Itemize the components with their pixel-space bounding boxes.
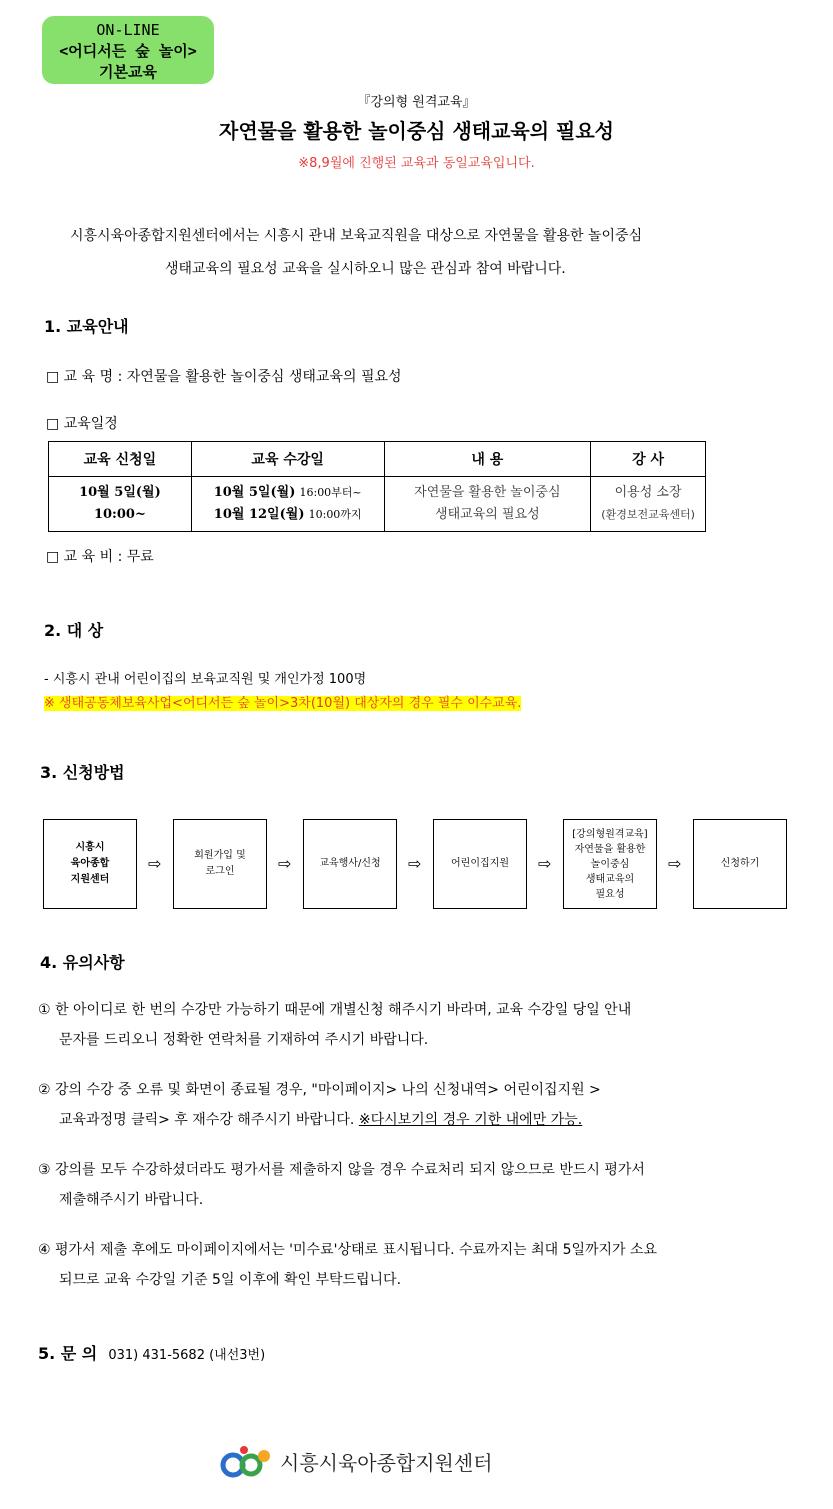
- course-badge: [42, 16, 214, 84]
- schedule-label: □ 교육일정: [46, 416, 118, 432]
- note-text: ② 강의 수강 중 오류 및 화면이 종료될 경우, "마이페이지> 나의 신청내역> 어린이집지원 >: [38, 1082, 601, 1098]
- instructor-cell: [591, 477, 706, 532]
- note-text: 문자를 드리오니 정확한 연락처를 기재하여 주시기 바랍니다.: [59, 1032, 429, 1048]
- flow-step-text: 육아종합: [70, 858, 110, 869]
- note-2: [38, 1075, 601, 1135]
- footer-org-name: 시흥시육아종합지원센터: [280, 1450, 493, 1475]
- col-apply-date: 교육 신청일: [49, 442, 192, 477]
- flow-step-3: [303, 819, 397, 909]
- class-date-2: 10월 12일(월): [213, 507, 305, 522]
- target-audience: - 시흥시 관내 어린이집의 보육교직원 및 개인가정 100명: [44, 672, 367, 687]
- section-1-heading: 1. 교육안내: [44, 317, 129, 336]
- apply-cell: [49, 477, 192, 532]
- flow-step-text: 교육행사/신청: [319, 858, 381, 869]
- arrow-right-icon: ⇨: [148, 854, 162, 873]
- note-text: 교육과정명 클릭> 후 재수강 해주시기 바랍니다.: [59, 1112, 359, 1128]
- class-time-1: 16:00부터~: [299, 486, 362, 499]
- flow-step-4: [433, 819, 527, 909]
- contact: [38, 1341, 265, 1364]
- note-1: [38, 995, 631, 1055]
- flow-step-text: 필요성: [595, 888, 625, 900]
- course-fee: □ 교 육 비 : 무료: [46, 549, 154, 565]
- intro-line-1: 시흥시육아종합지원센터에서는 시흥시 관내 보육교직원을 대상으로 자연물을 활용한 놀이중심: [70, 228, 643, 244]
- flow-step-text: 로그인: [205, 866, 235, 877]
- table-row: [49, 477, 706, 532]
- apply-date: 10월 5일(월): [79, 485, 161, 500]
- contact-phone: 031) 431-5682 (내선3번): [108, 1348, 266, 1363]
- flow-step-text: 지원센터: [70, 874, 110, 885]
- arrow-right-icon: ⇨: [538, 854, 552, 873]
- section-5-heading: 5. 문 의: [38, 1344, 98, 1363]
- class-cell: [191, 477, 384, 532]
- flow-step-text: 생태교육의: [585, 873, 635, 885]
- flow-step-text: 놀이중심: [590, 858, 630, 870]
- flow-step-6: [693, 819, 787, 909]
- flow-step-text: 어린이집지원: [451, 858, 509, 869]
- flow-step-text: 신청하기: [720, 858, 760, 869]
- note-4: [38, 1235, 657, 1295]
- flow-step-text: 자연물을 활용한: [574, 843, 646, 855]
- content-line-2: 생태교육의 필요성: [435, 507, 540, 522]
- arrow-right-icon: ⇨: [668, 854, 682, 873]
- section-4-heading: 4. 유의사항: [40, 953, 125, 972]
- intro-line-2: 생태교육의 필요성 교육을 실시하오니 많은 관심과 참여 바랍니다.: [165, 261, 566, 277]
- replay-deadline-note: ※다시보기의 경우 기한 내에만 가능.: [358, 1112, 583, 1128]
- flow-step-text: [강의형원격교육]: [572, 828, 648, 840]
- instructor-name: 이용성 소장: [614, 485, 682, 500]
- instructor-org: (환경보전교육센터): [601, 508, 695, 521]
- section-3-heading: 3. 신청방법: [40, 763, 125, 782]
- content-cell: [384, 477, 591, 532]
- col-instructor: 강 사: [591, 442, 706, 477]
- required-course-note: [44, 692, 521, 711]
- class-time-2: 10:00까지: [308, 508, 362, 521]
- flow-step-5: [563, 819, 657, 909]
- note-3: [38, 1155, 645, 1215]
- content-line-1: 자연물을 활용한 놀이중심: [414, 485, 561, 500]
- section-2-heading: 2. 대 상: [44, 621, 104, 640]
- page-title: 자연물을 활용한 놀이중심 생태교육의 필요성: [219, 119, 614, 143]
- lecture-type: 『강의형 원격교육』: [357, 95, 476, 110]
- col-content: 내 용: [384, 442, 591, 477]
- note-text: 되므로 교육 수강일 기준 5일 이후에 확인 부탁드립니다.: [59, 1272, 402, 1288]
- flow-step-text: 시흥시: [75, 842, 105, 853]
- class-date-1: 10월 5일(월): [213, 485, 296, 500]
- footer-logo: [220, 1444, 493, 1478]
- col-class-date: 교육 수강일: [191, 442, 384, 477]
- highlight-text: ※ 생태공동체보육사업<어디서든 숲 놀이>3차(10월) 대상자의 경우 필수 이수교육.: [44, 696, 522, 711]
- schedule-table: [48, 441, 706, 532]
- flow-step-2: [173, 819, 267, 909]
- flow-step-text: 회원가입 및: [194, 850, 246, 861]
- table-header-row: [49, 442, 706, 477]
- note-text: ① 한 아이디로 한 번의 수강만 가능하기 때문에 개별신청 해주시기 바라며, 교육 수강일 당일 안내: [38, 1002, 632, 1018]
- arrow-right-icon: ⇨: [408, 854, 422, 873]
- arrow-right-icon: ⇨: [278, 854, 292, 873]
- course-name: □ 교 육 명 : 자연물을 활용한 놀이중심 생태교육의 필요성: [46, 369, 402, 385]
- note-text: ③ 강의를 모두 수강하셨더라도 평가서를 제출하지 않을 경우 수료처리 되지 않으므로 반드시 평가서: [38, 1162, 645, 1178]
- logo-icon: [220, 1444, 274, 1478]
- note-text: ④ 평가서 제출 후에도 마이페이지에서는 '미수료'상태로 표시됩니다. 수료까지는 최대 5일까지가 소요: [38, 1242, 658, 1258]
- note-text: 제출해주시기 바랍니다.: [59, 1192, 204, 1208]
- badge-line-2: <어디서든 숲 놀이>: [59, 42, 197, 60]
- badge-line-3: 기본교육: [99, 63, 157, 81]
- flow-step-1: [43, 819, 137, 909]
- badge-line-1: ON-LINE: [96, 21, 160, 39]
- apply-time: 10:00~: [93, 507, 146, 522]
- same-course-note: ※8,9월에 진행된 교육과 동일교육입니다.: [298, 156, 535, 171]
